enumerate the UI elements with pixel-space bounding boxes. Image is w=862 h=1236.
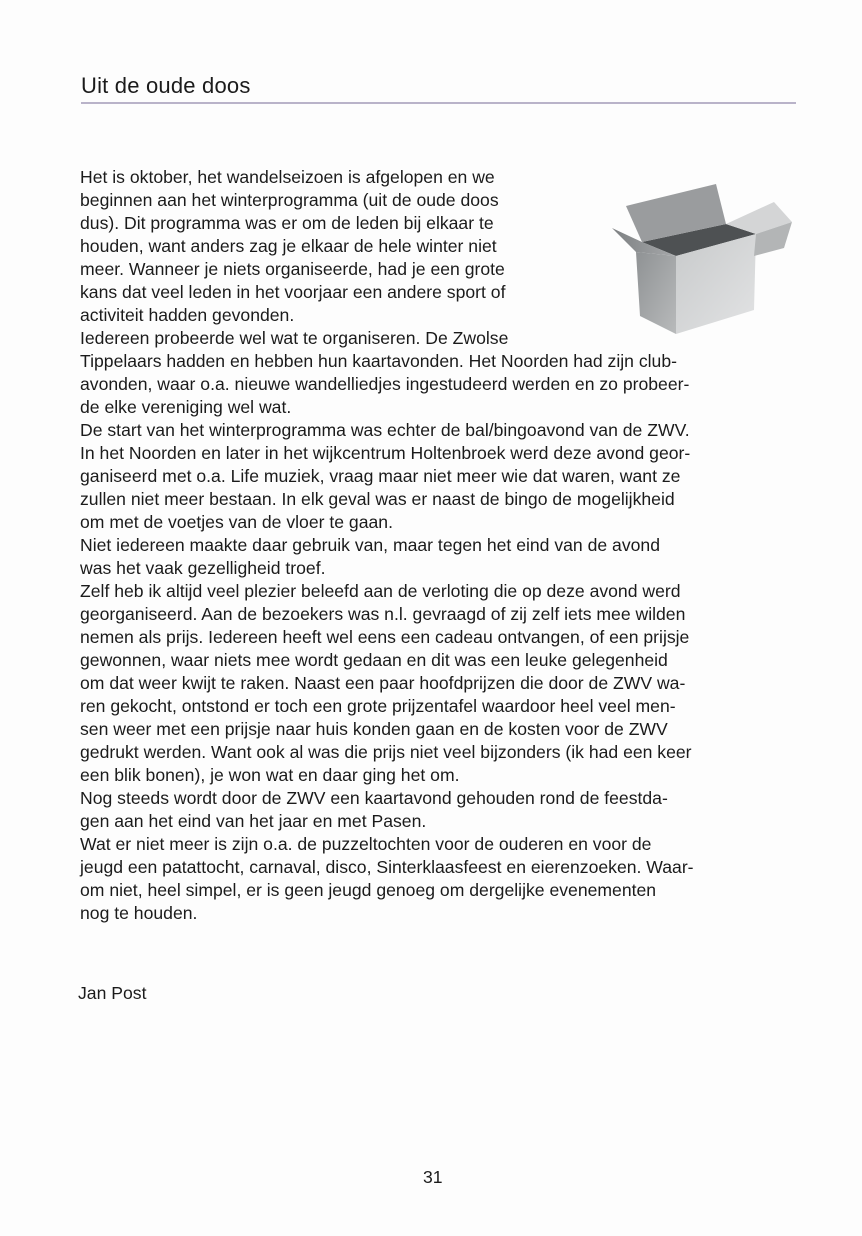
body-line: In het Noorden en later in het wijkcentrum Holtenbroek werd deze avond geor-: [80, 443, 691, 463]
body-line: om met de voetjes van de vloer te gaan.: [80, 512, 393, 532]
body-line: ganiseerd met o.a. Life muziek, vraag maar niet meer wie dat waren, want ze: [80, 466, 681, 486]
body-line: dus). Dit programma was er om de leden bij elkaar te: [80, 213, 494, 233]
body-line: kans dat veel leden in het voorjaar een andere sport of: [80, 282, 506, 302]
body-line: om niet, heel simpel, er is geen jeugd genoeg om dergelijke evenementen: [80, 880, 657, 900]
body-line: nemen als prijs. Iedereen heeft wel eens een cadeau ontvangen, of een prijsje: [80, 627, 690, 647]
body-line: beginnen aan het winterprogramma (uit de oude doos: [80, 190, 499, 210]
body-line: gewonnen, waar niets mee wordt gedaan en dit was een leuke gelegenheid: [80, 650, 668, 670]
body-line: avonden, waar o.a. nieuwe wandelliedjes ingestudeerd werden en zo probeer-: [80, 374, 690, 394]
body-line: jeugd een patattocht, carnaval, disco, Sinterklaasfeest en eierenzoeken. Waar-: [80, 857, 694, 877]
body-line: Niet iedereen maakte daar gebruik van, maar tegen het eind van de avond: [80, 535, 660, 555]
body-line: georganiseerd. Aan de bezoekers was n.l. gevraagd of zij zelf iets mee wilden: [80, 604, 686, 624]
body-line: was het vaak gezelligheid troef.: [80, 558, 326, 578]
body-line: sen weer met een prijsje naar huis konden gaan en de kosten voor de ZWV: [80, 719, 668, 739]
body-line: zullen niet meer bestaan. In elk geval was er naast de bingo de mogelijkheid: [80, 489, 675, 509]
page-title: Uit de oude doos: [81, 73, 251, 98]
body-line: Zelf heb ik altijd veel plezier beleefd aan de verloting die op deze avond werd: [80, 581, 681, 601]
body-line: activiteit hadden gevonden.: [80, 305, 295, 325]
body-line: om dat weer kwijt te raken. Naast een paar hoofdprijzen die door de ZWV wa-: [80, 673, 686, 693]
page-number: 31: [423, 1167, 443, 1187]
body-line: de elke vereniging wel wat.: [80, 397, 292, 417]
body-line: een blik bonen), je won wat en daar ging het om.: [80, 765, 460, 785]
title-underline: [81, 102, 796, 104]
body-line: Tippelaars hadden en hebben hun kaartavonden. Het Noorden had zijn club-: [80, 351, 677, 371]
body-line: gedrukt werden. Want ook al was die prijs niet veel bijzonders (ik had een keer: [80, 742, 692, 762]
body-line: Het is oktober, het wandelseizoen is afgelopen en we: [80, 167, 495, 187]
body-line: nog te houden.: [80, 903, 198, 923]
body-line: Wat er niet meer is zijn o.a. de puzzeltochten voor de ouderen en voor de: [80, 834, 652, 854]
author-signature: Jan Post: [78, 983, 147, 1003]
body-line: Iedereen probeerde wel wat te organiseren. De Zwolse: [80, 328, 509, 348]
body-line: houden, want anders zag je elkaar de hele winter niet: [80, 236, 497, 256]
body-line: ren gekocht, ontstond er toch een grote prijzentafel waardoor heel veel men-: [80, 696, 676, 716]
cardboard-box-icon: [606, 176, 792, 336]
body-line: De start van het winterprogramma was echter de bal/bingoavond van de ZWV.: [80, 420, 690, 440]
body-line: gen aan het eind van het jaar en met Pasen.: [80, 811, 427, 831]
body-line: meer. Wanneer je niets organiseerde, had je een grote: [80, 259, 505, 279]
body-line: Nog steeds wordt door de ZWV een kaartavond gehouden rond de feestda-: [80, 788, 668, 808]
